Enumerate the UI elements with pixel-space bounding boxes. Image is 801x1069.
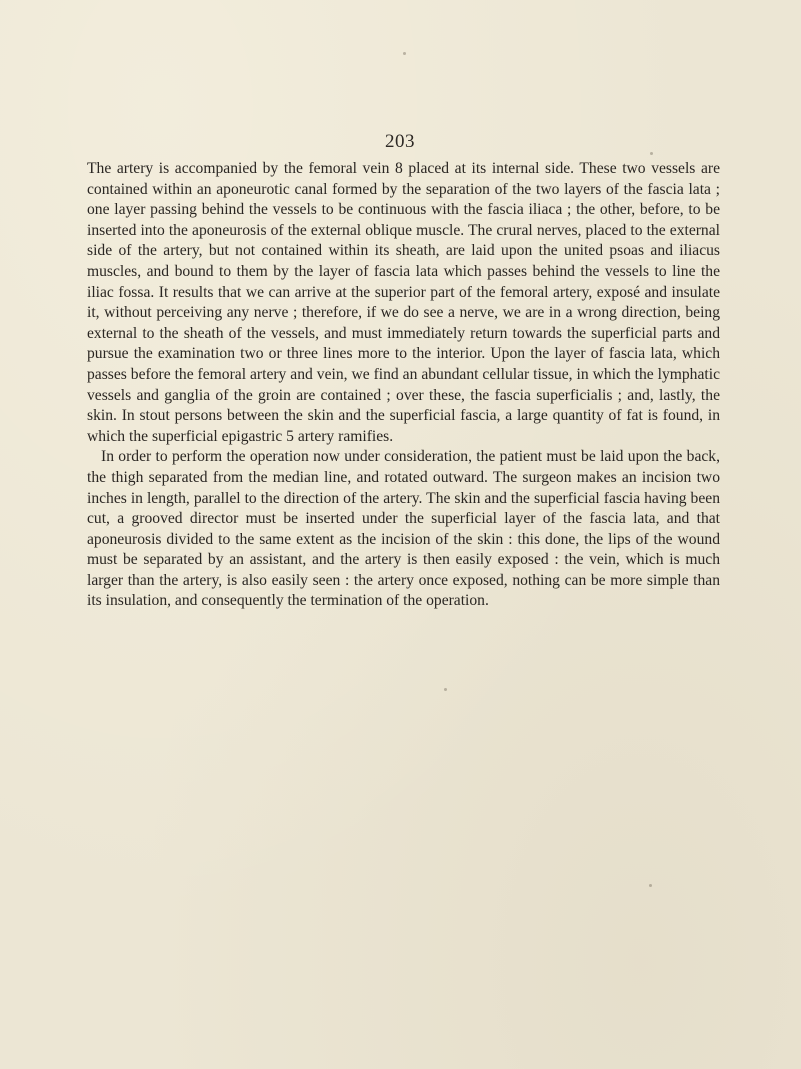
paper-speck — [649, 884, 652, 887]
paper-speck — [650, 152, 653, 155]
paragraph-2: In order to perform the operation now under consideration, the patient must be laid upon the back, the thigh separated from the median line, and rotated outward. The surgeon makes an incision two inches in length, parallel to the direction of the artery. The skin and the superficial fascia having been cut, a grooved director must be inserted under the superficial layer of the fascia lata, and that aponeurosis divided to the same extent as the incision of the skin : this done, the lips of the wound must be separated by an assistant, and the artery is then easily exposed : the vein, which is much larger than the artery, is also easily seen : the artery once exposed, nothing can be more simple than its insulation, and consequently the termination of the operation. — [87, 448, 720, 610]
body-text — [87, 159, 720, 612]
page-number: 203 — [385, 131, 415, 152]
paper-speck — [444, 688, 447, 691]
paper-speck — [403, 52, 406, 55]
paragraph-1: The artery is accompanied by the femoral vein 8 placed at its internal side. These two vessels are contained within an aponeurotic canal formed by the separation of the two layers of the fascia lata ; one layer passing behind the vessels to be continuous with the fascia iliaca ; the other, before, to be inserted into the aponeurosis of the external oblique muscle. The crural nerves, placed to the external side of the artery, but not contained within its sheath, are laid upon the united psoas and iliacus muscles, and bound to them by the layer of fascia lata which passes behind the vessels to line the iliac fossa. It results that we can arrive at the superior part of the femoral artery, exposé and insulate it, without perceiving any nerve ; therefore, if we do see a nerve, we are in a wrong direction, being external to the sheath of the vessels, and must immediately return towards the superficial parts and pursue the examination two or three lines more to the interior. Upon the layer of fascia lata, which passes before the femoral artery and vein, we find an abundant cellular tissue, in which the lymphatic vessels and ganglia of the groin are contained ; over these, the fascia superficialis ; and, lastly, the skin. In stout persons between the skin and the superficial fascia, a large quantity of fat is found, in which the superficial epigastric 5 artery ramifies. — [87, 160, 720, 445]
